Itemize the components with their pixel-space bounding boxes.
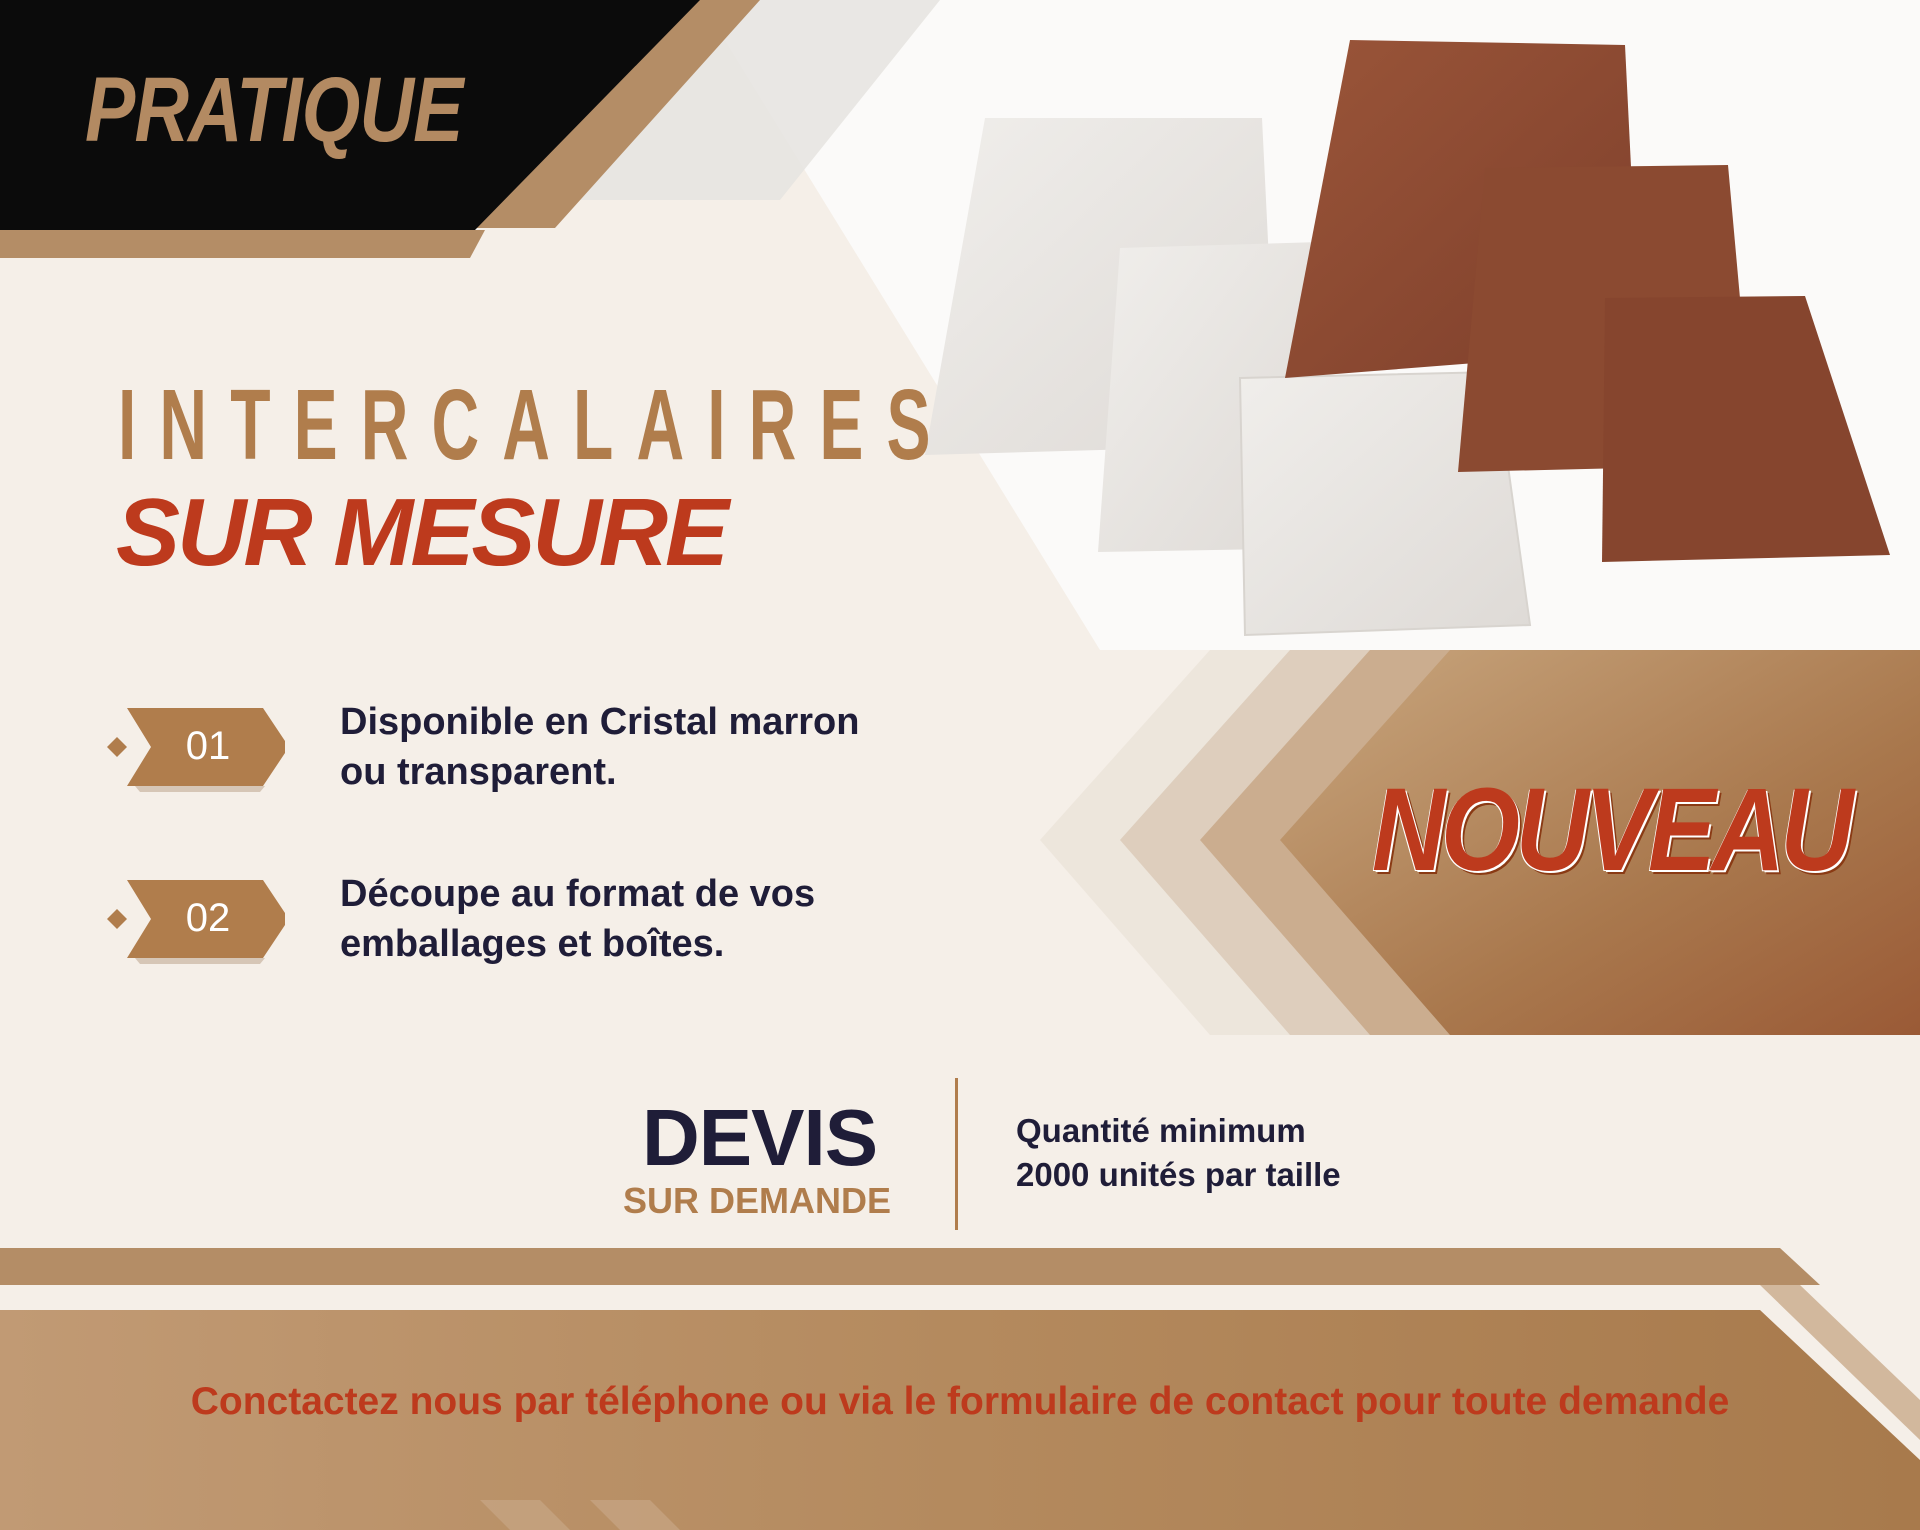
nouveau-badge: NOUVEAU [1372, 764, 1850, 896]
diamond-icon [107, 909, 127, 929]
feature-2-line-2: emballages et boîtes. [340, 923, 725, 965]
feature-2-line-1: Découpe au format de vos [340, 873, 816, 915]
feature-1-line-2: ou transparent. [340, 751, 617, 793]
min-quantity-line-1: Quantité minimum [1016, 1112, 1306, 1149]
headline-line-2: SUR MESURE [116, 479, 727, 586]
feature-1-line-1: Disponible en Cristal marron [340, 701, 860, 743]
step-number: 01 [185, 724, 231, 768]
step-number: 02 [185, 896, 231, 940]
quote-title: DEVIS [642, 1093, 878, 1182]
diamond-icon [107, 737, 127, 757]
header-title: PRATIQUE [85, 59, 463, 161]
step-badge-02 [105, 874, 285, 964]
divider [955, 1078, 958, 1230]
feature-1-text [340, 697, 859, 797]
min-quantity-line-2: 2000 unités par taille [1016, 1156, 1341, 1193]
headline-line-1: INTERCALAIRES [118, 369, 954, 481]
step-badge-01 [105, 702, 285, 792]
quote-subtitle: SUR DEMANDE [623, 1180, 892, 1221]
feature-2-text [340, 869, 815, 969]
footer-contact-text: Conctactez nous par téléphone ou via le formulaire de contact pour toute demande [190, 1380, 1730, 1423]
